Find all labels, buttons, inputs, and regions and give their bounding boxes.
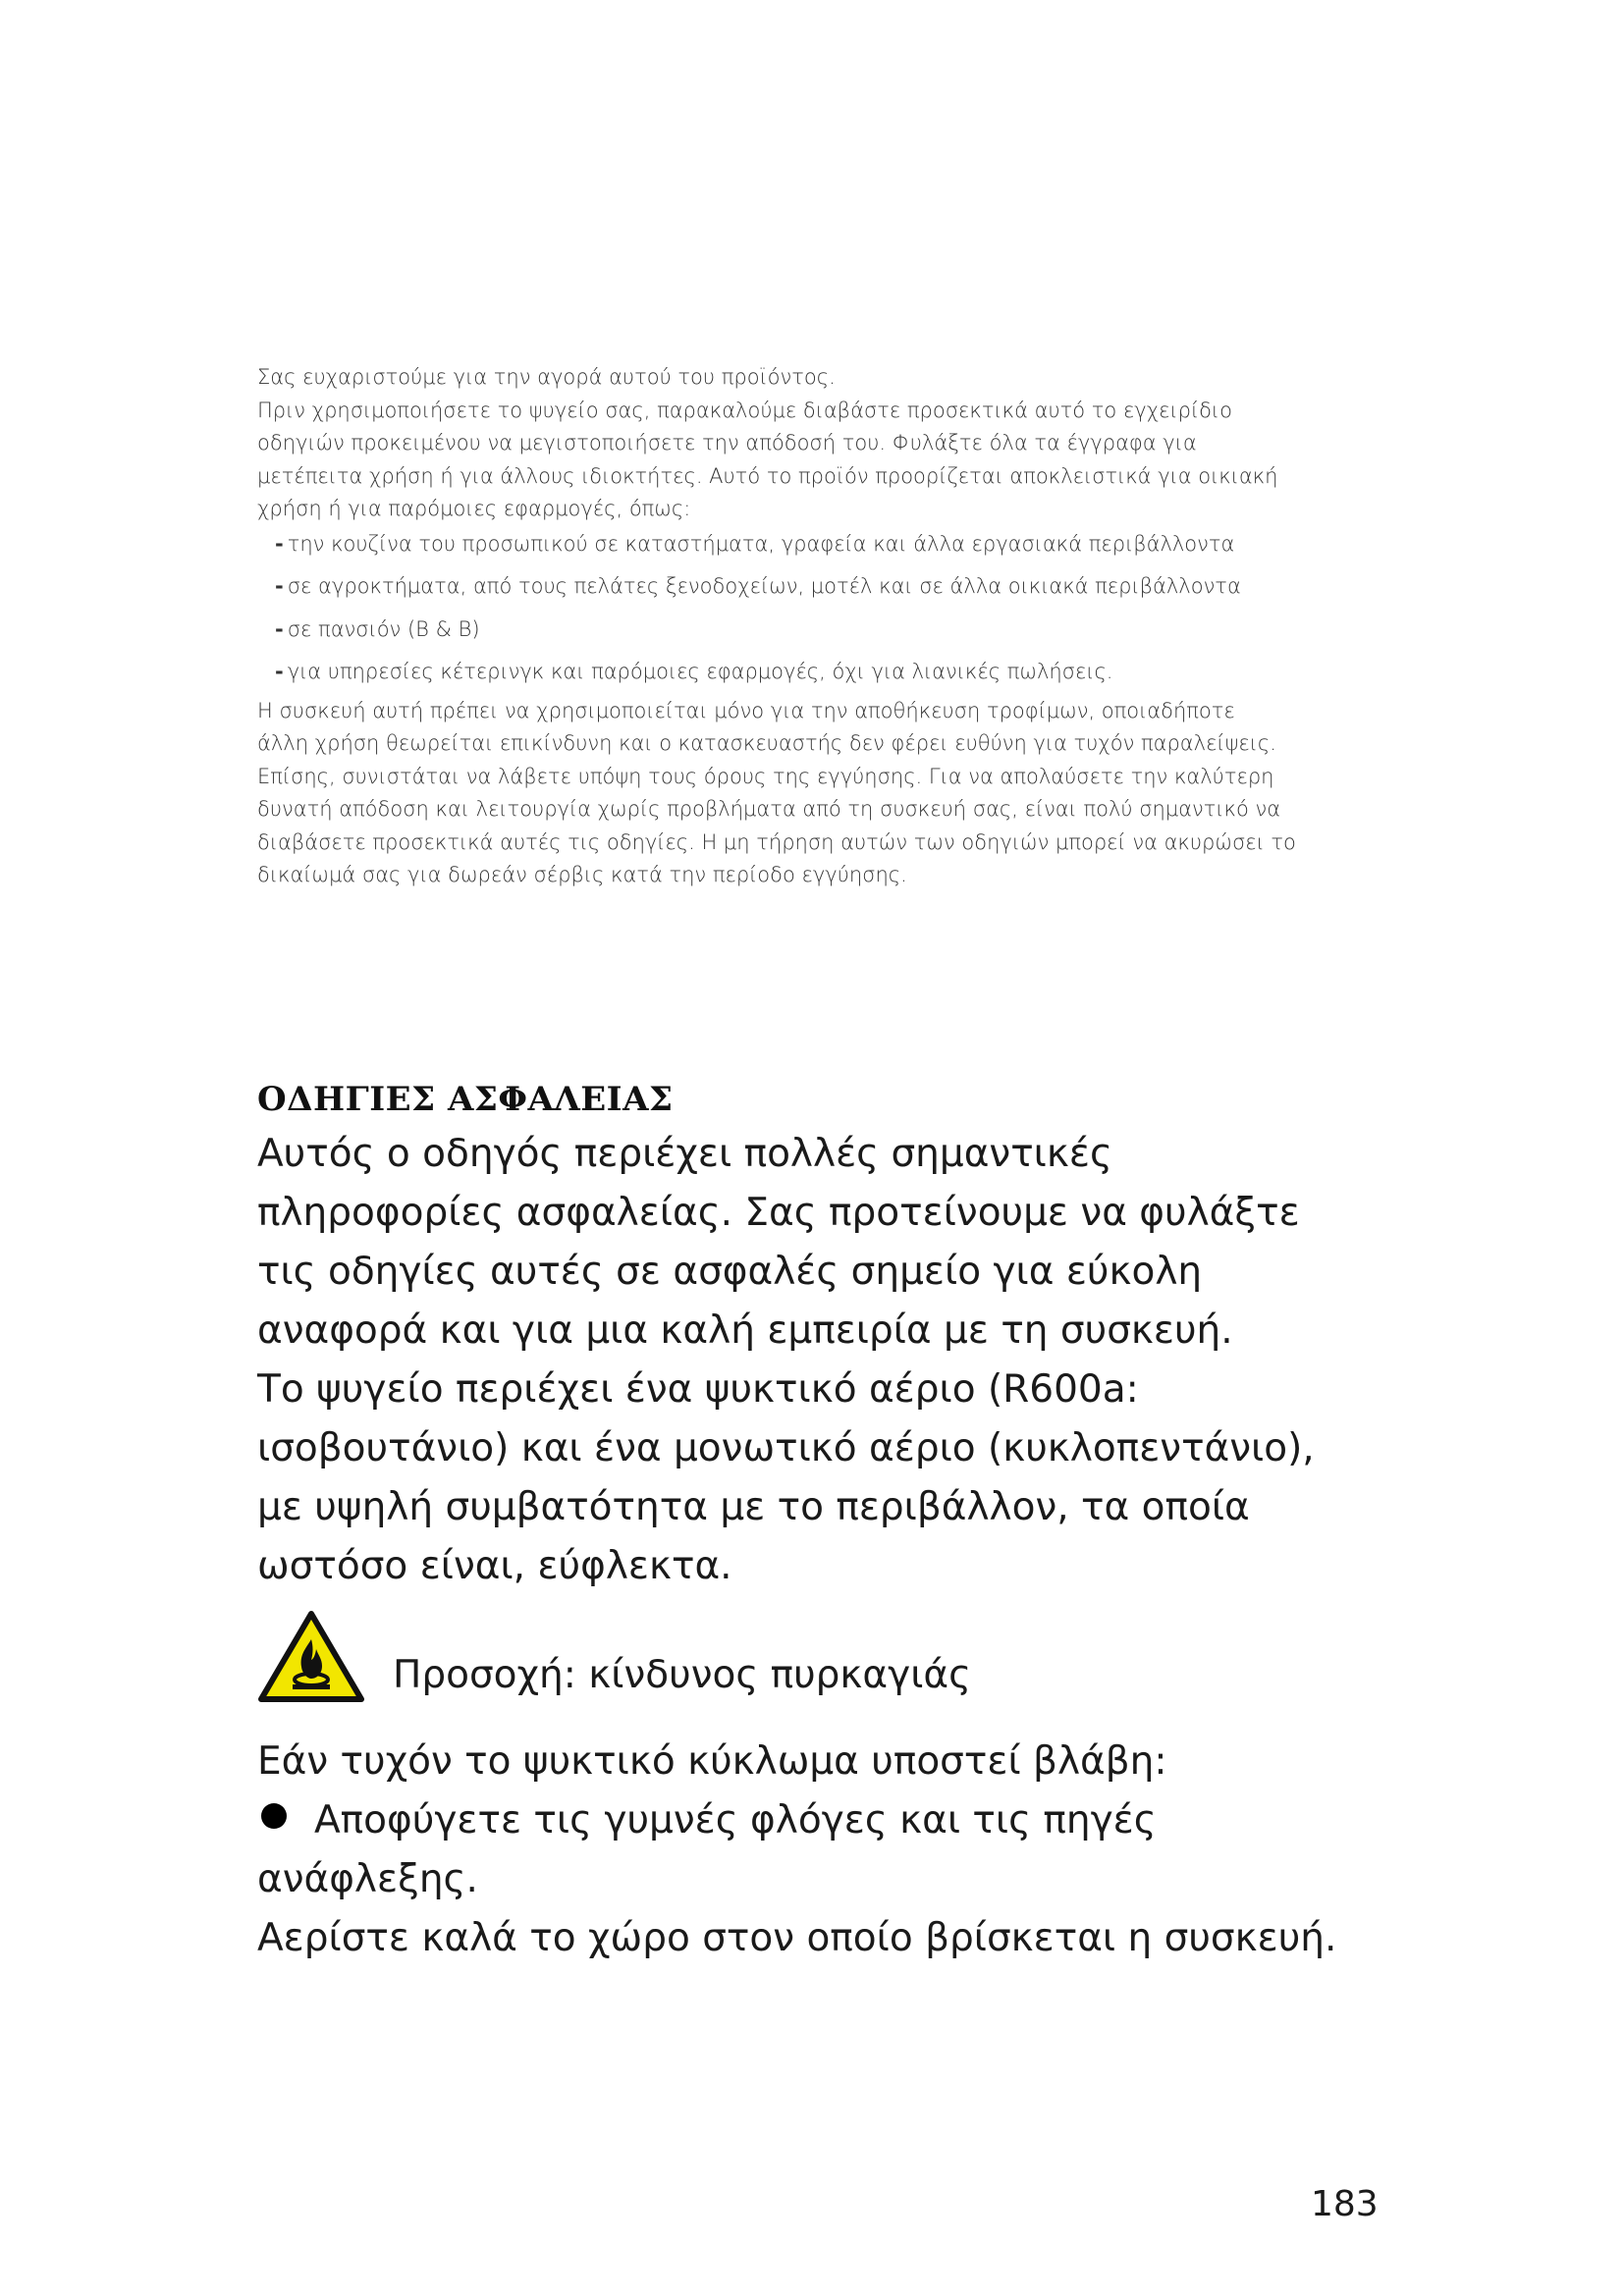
dash-marker: -	[275, 616, 284, 641]
intro-line: άλλη χρήση θεωρείται επικίνδυνη και ο κατασκευαστής δεν φέρει ευθύνη για τυχόν παραλείψεις.	[257, 731, 1276, 755]
safety-section	[257, 1080, 1435, 1596]
intro-line: δικαίωμά σας για δωρεάν σέρβις κατά την περίοδο εγγύησης.	[257, 863, 907, 886]
dash-marker: -	[275, 531, 284, 556]
dash-marker: -	[275, 574, 284, 598]
intro-line: Επίσης, συνιστάται να λάβετε υπόψη τους όρους της εγγύησης. Για να απολαύσετε την καλύτερη	[257, 764, 1274, 788]
usage-list	[257, 528, 1377, 689]
bullet-dot-icon	[261, 1803, 287, 1829]
safety-line: ισοβουτάνιο) και ένα μονωτικό αέριο (κυκλοπεντάνιο),	[257, 1426, 1315, 1470]
flammable-warning-icon	[257, 1610, 365, 1703]
intro-line: δυνατή απόδοση και λειτουργία χωρίς προβλήματα από τη συσκευή σας, είναι πολύ σημαντικό να	[257, 797, 1281, 821]
intro-line: Η συσκευή αυτή πρέπει να χρησιμοποιείται μόνο για την αποθήκευση τροφίμων, οποιαδήποτε	[257, 698, 1235, 722]
intro-line: Σας ευχαριστούμε για την αγορά αυτού του προϊόντος.	[257, 365, 836, 389]
list-item: - την κουζίνα του προσωπικού σε καταστήματα, γραφεία και άλλα εργασιακά περιβάλλοντα	[275, 531, 1235, 556]
ventilation-line: Αερίστε καλά το χώρο στον οποίο βρίσκεται η συσκευή.	[257, 1916, 1337, 1960]
intro-line: Πριν χρησιμοποιήσετε το ψυγείο σας, παρακαλούμε διαβάστε προσεκτικά αυτό το εγχειρίδιο	[257, 398, 1232, 422]
page-number: 183	[1311, 2184, 1379, 2224]
safety-heading: ΟΔΗΓΙΕΣ ΑΣΦΑΛΕΙΑΣ	[257, 1080, 674, 1119]
intro-after-list	[257, 695, 1377, 892]
damage-section	[257, 1733, 1435, 1968]
bullet-item: Αποφύγετε τις γυμνές φλόγες και τις πηγές	[257, 1791, 1435, 1850]
safety-line: πληροφορίες ασφαλείας. Σας προτείνουμε να φυλάξτε	[257, 1191, 1300, 1235]
damage-intro: Εάν τυχόν το ψυκτικό κύκλωμα υποστεί βλάβη:	[257, 1739, 1167, 1784]
list-item: - σε πανσιόν (B & B)	[275, 616, 480, 641]
intro-line: χρήση ή για παρόμοιες εφαρμογές, όπως:	[257, 497, 691, 520]
safety-line: Αυτός ο οδηγός περιέχει πολλές σημαντικές	[257, 1132, 1112, 1176]
safety-line: τις οδηγίες αυτές σε ασφαλές σημείο για εύκολη	[257, 1250, 1203, 1294]
intro-line: μετέπειτα χρήση ή για άλλους ιδιοκτήτες. Αυτό το προϊόν προορίζεται αποκλειστικά για οικιακή	[257, 463, 1278, 488]
intro-line: διαβάσετε προσεκτικά αυτές τις οδηγίες. Η μη τήρηση αυτών των οδηγιών μπορεί να ακυρώσει το	[257, 829, 1296, 854]
dash-marker: -	[275, 660, 284, 683]
safety-line: με υψηλή συμβατότητα με το περιβάλλον, τα οποία	[257, 1485, 1250, 1529]
fire-warning	[257, 1605, 971, 1703]
bullet-continuation: ανάφλεξης.	[257, 1857, 478, 1901]
list-item: - για υπηρεσίες κέτερινγκ και παρόμοιες εφαρμογές, όχι για λιανικές πωλήσεις.	[275, 660, 1113, 683]
safety-line: ωστόσο είναι, εύφλεκτα.	[257, 1544, 732, 1588]
intro-line: οδηγιών προκειμένου να μεγιστοποιήσετε την απόδοσή του. Φυλάξτε όλα τα έγγραφα για	[257, 431, 1197, 454]
safety-line: αναφορά και για μια καλή εμπειρία με τη συσκευή.	[257, 1308, 1233, 1353]
warning-text: Προσοχή: κίνδυνος πυρκαγιάς	[393, 1653, 971, 1697]
list-item: - σε αγροκτήματα, από τους πελάτες ξενοδοχείων, μοτέλ και σε άλλα οικιακά περιβάλλοντα	[275, 574, 1241, 598]
safety-line: Το ψυγείο περιέχει ένα ψυκτικό αέριο (R600a:	[257, 1367, 1139, 1412]
intro-section	[257, 361, 1377, 892]
